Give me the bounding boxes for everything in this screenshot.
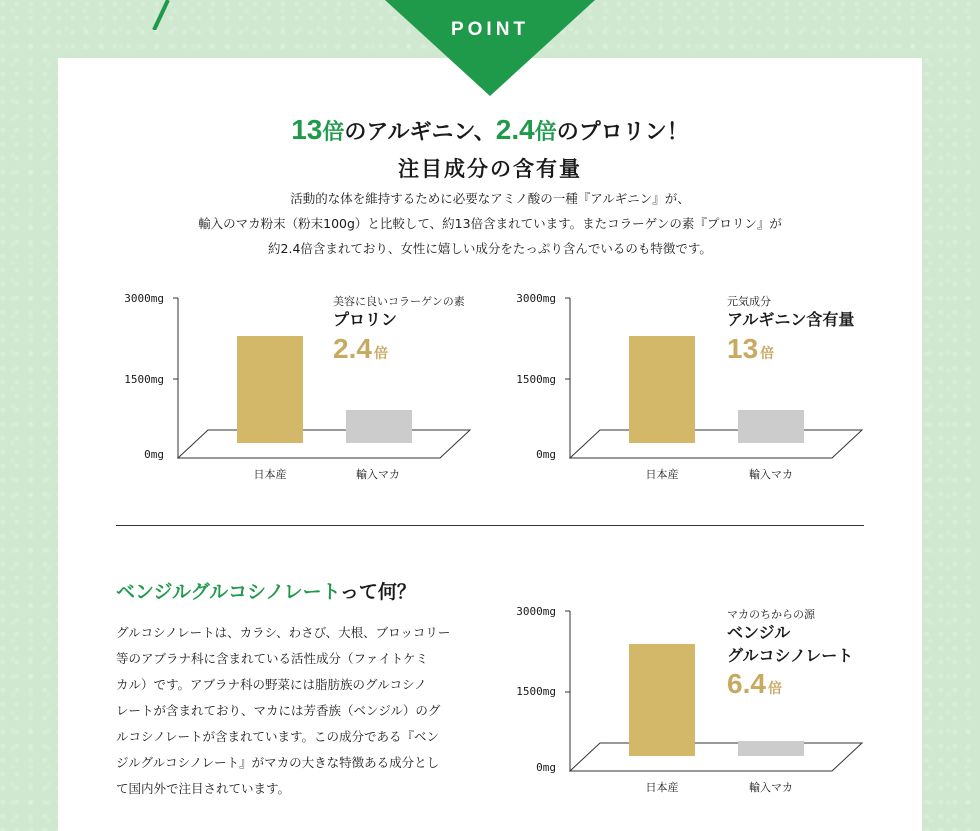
point-badge	[385, 0, 595, 96]
lead-text	[0, 186, 980, 261]
y-tick-3000: 3000mg	[516, 605, 556, 618]
y-tick-3000: 3000mg	[124, 292, 164, 305]
section-title-rest: って何？	[339, 581, 416, 603]
bar-import	[738, 741, 804, 756]
ratio-unit: 倍	[373, 345, 388, 361]
lead-line: 活動的な体を維持するために必要なアミノ酸の一種『アルギニン』が、	[290, 191, 690, 206]
ratio-value: 6.4	[727, 668, 766, 699]
chart-ratio	[727, 333, 774, 365]
section-body-line: グルコシノレートは、カラシ、わさび、大根、ブロッコリー	[116, 625, 451, 640]
lead-line: 約2.4倍含まれており、女性に嬉しい成分をたっぷり含んでいるのも特徴です。	[268, 241, 712, 256]
ratio-unit: 倍	[767, 680, 782, 696]
ratio-value: 13	[727, 333, 759, 364]
ratio-unit: 倍	[760, 345, 775, 361]
ratio-value: 2.4	[333, 333, 372, 364]
category-japan: 日本産	[253, 468, 287, 481]
headline-unit-1: 倍	[322, 120, 345, 145]
section-body-line: レートが含まれており、マカには芳香族（ベンジル）のグ	[116, 703, 441, 718]
category-japan: 日本産	[645, 468, 679, 481]
category-import: 輸入マカ	[749, 468, 793, 481]
headline-number-2: 2.4	[495, 114, 535, 145]
chart-caption-small: マカのちからの源	[727, 608, 815, 621]
bar-import	[738, 410, 804, 443]
y-tick-0: 0mg	[144, 448, 164, 461]
headline-sub: 注目成分の含有量	[398, 157, 582, 181]
y-tick-0: 0mg	[536, 761, 556, 774]
section-body-line: ジルグルコシノレート』がマカの大きな特徴ある成分とし	[116, 755, 440, 770]
decorative-stroke	[148, 0, 172, 30]
chart-caption-title: ベンジル	[727, 623, 791, 642]
category-import: 輸入マカ	[356, 468, 400, 481]
section-body-line: て国内外で注目されています。	[116, 781, 291, 796]
section-body-line: カル）です。アブラナ科の野菜には脂肪族のグルコシノ	[116, 677, 427, 692]
chart-caption-title: アルギニン含有量	[727, 310, 855, 329]
section-body	[116, 620, 476, 802]
chart-caption-small: 美容に良いコラーゲンの素	[333, 295, 465, 308]
bar-import	[346, 410, 412, 443]
y-tick-1500: 1500mg	[124, 373, 164, 386]
y-tick-1500: 1500mg	[516, 685, 556, 698]
headline-end: のプロリン！	[556, 120, 689, 145]
headline-main	[0, 114, 980, 146]
chart-proline-plot	[170, 290, 480, 465]
chart-caption-title: グルコシノレート	[727, 646, 854, 665]
chart-caption-title: プロリン	[333, 310, 398, 329]
category-japan: 日本産	[645, 781, 679, 794]
bar-japan	[237, 336, 303, 443]
y-tick-0: 0mg	[536, 448, 556, 461]
chart-ratio	[727, 668, 782, 700]
bar-japan	[629, 336, 695, 443]
lead-line: 輸入のマカ粉末（粉末100g）と比較して、約13倍含まれています。またコラーゲンの素『プロリン』が	[198, 216, 782, 231]
headline-unit-2: 倍	[534, 120, 557, 145]
y-tick-1500: 1500mg	[516, 373, 556, 386]
section-body-line: 等のアブラナ科に含まれている活性成分（ファイトケミ	[116, 651, 429, 666]
section-body-line: ルコシノレートが含まれています。この成分である『ベン	[116, 729, 440, 744]
point-label: POINT	[450, 19, 530, 40]
chart-benzyl-plot	[562, 603, 872, 778]
chart-caption-small: 元気成分	[727, 295, 771, 308]
headline-number-1: 13	[291, 114, 323, 145]
y-tick-3000: 3000mg	[516, 292, 556, 305]
section-divider	[116, 525, 864, 526]
category-import: 輸入マカ	[749, 781, 793, 794]
chart-ratio	[333, 333, 388, 365]
section-title-highlight: ベンジルグルコシノレート	[116, 581, 340, 603]
bar-japan	[629, 644, 695, 756]
headline-mid: のアルギニン、	[344, 120, 496, 145]
section-title	[116, 577, 416, 604]
